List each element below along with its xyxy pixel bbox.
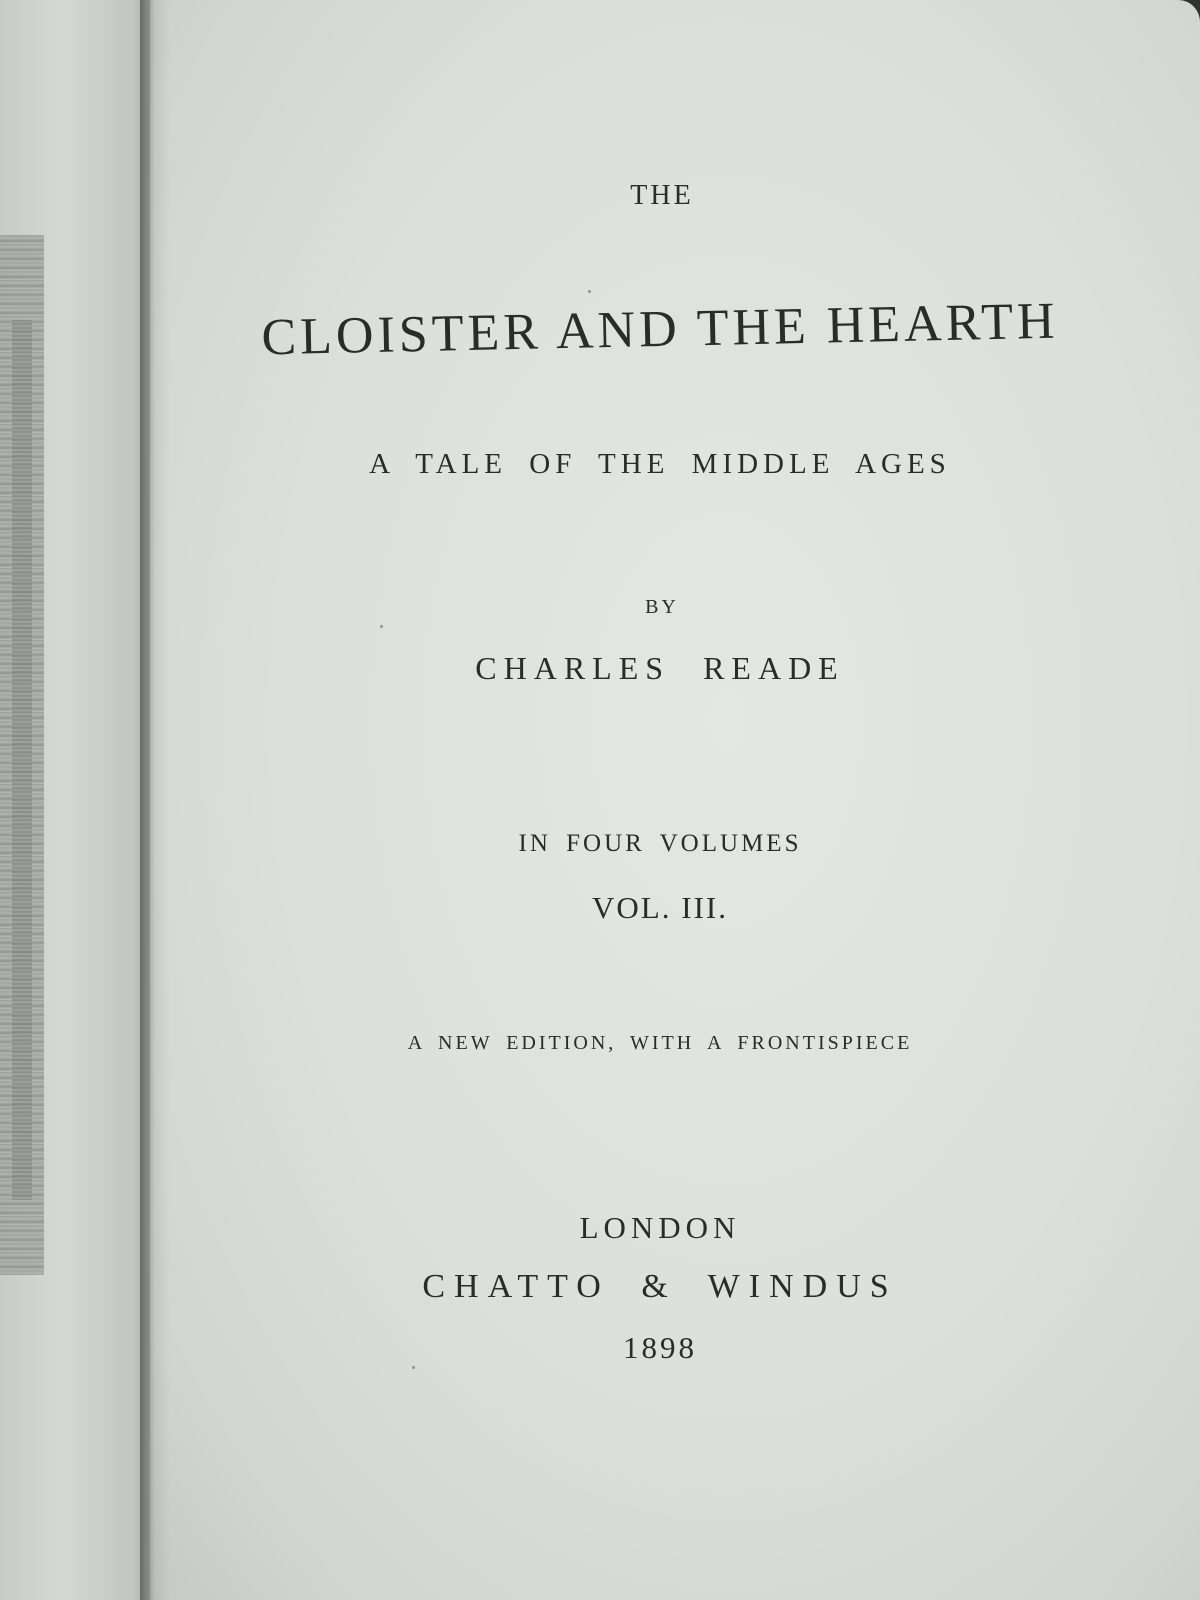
author-name: CHARLES READE xyxy=(475,650,845,686)
publication-city: LONDON xyxy=(579,1210,741,1245)
edition-note: A NEW EDITION, WITH A FRONTISPIECE xyxy=(407,1032,913,1054)
paper-speck xyxy=(412,1366,415,1369)
left-page-frontispiece xyxy=(0,0,158,1600)
volume-number: VOL. III. xyxy=(592,890,728,925)
book-title: CLOISTER AND THE HEARTH xyxy=(260,292,1060,367)
frontispiece-engraving-detail xyxy=(12,320,32,1200)
book-subtitle: A TALE OF THE MIDDLE AGES xyxy=(369,448,951,480)
volumes-note: IN FOUR VOLUMES xyxy=(518,830,802,857)
paper-speck xyxy=(588,290,591,293)
paper-speck xyxy=(380,625,383,628)
publisher-name: CHATTO & WINDUS xyxy=(422,1268,898,1305)
title-article: THE xyxy=(630,180,694,211)
title-page-text xyxy=(150,0,1200,1600)
by-line: BY xyxy=(645,596,679,618)
publication-year: 1898 xyxy=(623,1330,697,1365)
